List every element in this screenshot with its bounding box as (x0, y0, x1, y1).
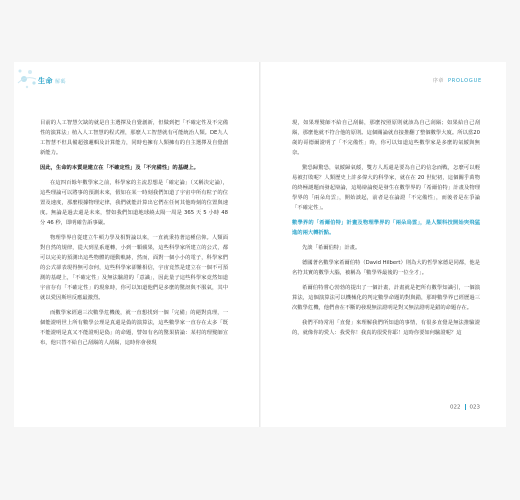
book-gutter (259, 62, 261, 427)
running-head-left (38, 76, 66, 86)
paragraph: 而數學家經過三次數學危機後，就一直想找到一個「完備」的絕對真理，一個能證明世上所有數學公理是真還是偽的演算法，這些數學家一直存在太多「既不能證明是真又不能證明是偽」的命題，譬如有名的驚果猜論：某村的理髮師宣布，他只替不給自己刮鬍的人刮鬍，這時你會發現 (40, 310, 228, 346)
folio-divider (465, 404, 466, 410)
chapter-title-en: PROLOGUE (447, 78, 482, 84)
paragraph: 希爾伯特嘗心勃勃的提出了一個計畫，計畫就是把所有數學知識引，一個演算法，這個演算法可以機械化的判定數學命題的對與錯，那時數學界已經歷過三次數學危機，他們會在不斷的發現無法證明是對又無法證明是錯的命題存在。 (292, 285, 480, 311)
chapter-title: 序章 (432, 78, 444, 84)
running-head-right (433, 77, 482, 84)
left-page-text (40, 118, 228, 353)
book-title: 生命 (38, 77, 53, 85)
paragraph: 物理學界自從建立牛頓力學及相對論以來，一直就秉持著這種信仰。人類面對自然的規律，從大到星系運轉，小到一顆蘋果，這些科學家所建立的公式，都可以完美的預測出這些物體的運動軌跡，然而，面對一個小小的電子，科學家們的公式卻表現得無可奈何，這些科學家卻難相信，宇宙竟然是建立在一個不可預測的基礎上，「不確定性」及無法驗證的「意識」，因此量子這些科學家竟然知道宇宙存有「不確定性」的現象時，你可以知道他們是多麼的驚訝與不服氣，其中就以愛因斯坦反應最激烈。 (40, 235, 228, 301)
right-page-text (292, 118, 480, 343)
page-numbers (450, 404, 480, 411)
book-subtitle: 解碼 (55, 79, 67, 85)
key-statement: 因此，生命的本質是建立在「不確定性」及「不完備性」的基礎上。 (40, 165, 199, 171)
highlight-statement: 數學界的「希爾伯特」計畫及物理學界的「兩朵烏雲」，是人類科技開始突飛猛進的兩大轉折點。 (292, 220, 480, 236)
page-number-left: 022 (450, 404, 461, 411)
page-number-right: 023 (469, 404, 480, 411)
paragraph: 目前的人工智慧欠缺的就是自主選擇及自覺創新，但做到把「不確定性及不完備性的演算法」植入人工智慧的程式裡，那麼人工智慧就有可能統治人類。DE九人工智慧不但具備超強邏輯及計算能力，同時也擁有人類擁有的自主選擇及自覺創新能力。 (40, 120, 228, 156)
paragraph: 在這四百餘年數學家之前，科學家的主流思想是「確定論」（又稱決定論），這些理論可以將事的預測未來，假如在某一時刻我們知道了宇宙中所有粒子的位置及速度，那麼根據物理定律，我們就能計算出它們在任何其他時刻的位置與速度。無論是過去還是未來，譬如我們知道地球繞太陽一周是 365 天 5 小時 48 分 46 秒，即明確告訴事嚴。 (40, 180, 228, 226)
paragraph: 德國著名數學家希爾伯特（David Hilbert）則為大的哲學家德是同都，他是名符其實的數學大腦，被稱為「數學界最後的一位全才」。 (292, 260, 480, 276)
paragraph: 先談「希爾伯特」計畫。 (302, 245, 361, 251)
paragraph: 驚恐歸驚恐，氣餒歸氣餒，雙方人馬還是要為自己的信念而戰，怎麼可以輕易被打敗呢？人類歷史上許多偉大的科學家，就在在 20 世紀初，這個關乎萬物的終極謎題而發起辯論，這場辯論便是發生在數學界的「希爾伯特」計畫及物理學界的「兩朵烏雲」，開始談起，前者是在論證「不完備性」，而後者是在爭論「不確定性」。 (292, 165, 480, 211)
paragraph: 我們平時常用「直覺」來理解我們所知道的事情，有很多直覺是無法推驗證的，就像你的愛人：我愛你！我真的很愛你耶！這時你要如何驗證呢？這 (292, 320, 480, 336)
paragraph: 現，如果理髮師不給自己刮鬍，那麼按照原則就該為自己刮鬍；如果給自己刮鬍，那麼他就不符合他的原則。這個關論就直接推翻了整個數學大廈。所以當20歲的哥德爾證明了「不完備性」時，你可以知道這些數學家是多麼的氣餒與無奈。 (292, 120, 480, 156)
